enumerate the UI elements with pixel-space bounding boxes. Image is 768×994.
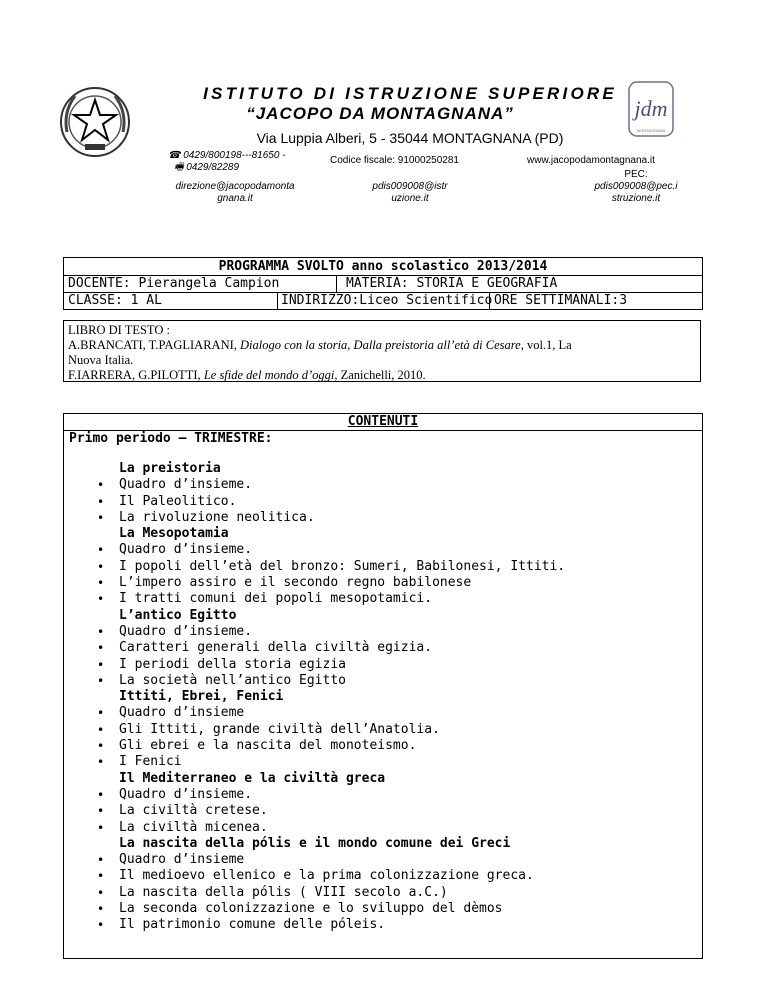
section-title: L’antico Egitto — [119, 607, 237, 623]
list-item — [64, 754, 702, 770]
list-item-text: La rivoluzione neolitica. — [119, 509, 315, 525]
list-item — [64, 917, 702, 933]
email-address[interactable] — [165, 181, 305, 205]
svg-text:jdm: jdm — [634, 96, 668, 121]
email-line-2: gnana.it — [217, 193, 253, 204]
list-item — [64, 624, 702, 640]
list-item-text: Il Paleolitico. — [119, 493, 237, 509]
contents-heading: CONTENUTI — [347, 414, 419, 429]
bullet-icon: • — [97, 592, 105, 607]
list-item-text: Quadro d’insieme. — [119, 477, 253, 493]
bullet-icon: • — [97, 869, 105, 884]
program-title: PROGRAMMA SVOLTO anno scolastico 2013/2014 — [218, 259, 548, 274]
textbook-1 — [68, 338, 696, 368]
bullet-icon: • — [97, 885, 105, 900]
bullet-icon: • — [97, 657, 105, 672]
list-item-text: Quadro d’insieme. — [119, 623, 253, 639]
list-item-text: I Fenici — [119, 754, 182, 770]
bullet-icon: • — [97, 494, 105, 509]
textbook-2-title: Le sfide del mondo d’oggi, — [203, 368, 338, 382]
bullet-icon: • — [97, 722, 105, 737]
bullet-icon: • — [97, 755, 105, 770]
list-item — [64, 542, 702, 558]
pec-istr-line-1: pdis009008@istr — [372, 181, 448, 192]
list-item — [64, 705, 702, 721]
bullet-icon: • — [97, 641, 105, 656]
textbook-1-authors: A.BRANCATI, T.PAGLIARANI, — [68, 338, 241, 352]
list-item-text: Gli Ittiti, grande civiltà dell’Anatolia. — [119, 721, 440, 737]
list-item-text: Il medioevo ellenico e la prima colonizzazione greca. — [119, 868, 534, 884]
list-item-text: Quadro d’insieme — [119, 705, 245, 721]
textbook-2 — [68, 368, 696, 383]
bullet-icon: • — [97, 559, 105, 574]
bullet-icon: • — [97, 739, 105, 754]
institute-address: Via Luppia Alberi, 5 - 35044 MONTAGNANA (PD) — [256, 130, 564, 146]
list-item-text: Quadro d’insieme. — [119, 786, 253, 802]
list-item-text: Quadro d’insieme — [119, 852, 245, 868]
list-item-text: Gli ebrei e la nascita del monoteismo. — [119, 738, 417, 754]
bullet-icon: • — [97, 673, 105, 688]
bullet-icon: • — [97, 820, 105, 835]
list-item-text: La seconda colonizzazione e lo sviluppo del dèmos — [119, 901, 503, 917]
teacher-cell: DOCENTE: Pierangela Campion — [68, 276, 280, 291]
list-item — [64, 868, 702, 884]
topics-list — [64, 461, 702, 934]
phone-line: ☎ 0429/800198---81650 - — [168, 150, 286, 161]
list-item — [64, 591, 702, 607]
textbooks-label: LIBRO DI TESTO : — [68, 323, 170, 337]
list-item — [64, 494, 702, 510]
list-item — [64, 787, 702, 803]
textbooks-box — [63, 320, 701, 382]
list-item — [64, 852, 702, 868]
fax-line: 🖷 0429/82289 — [174, 162, 240, 173]
list-item-text: Il patrimonio comune delle póleis. — [119, 917, 386, 933]
section-title: La Mesopotamia — [119, 526, 229, 542]
list-item-text: L’impero assiro e il secondo regno babilonese — [119, 575, 472, 591]
list-item-text: La civiltà micenea. — [119, 819, 268, 835]
list-item — [64, 477, 702, 493]
bullet-icon: • — [97, 804, 105, 819]
program-info-table — [63, 257, 703, 310]
list-item-text: La nascita della pólis ( VIII secolo a.C.) — [119, 884, 448, 900]
textbook-1-details: , vol.1, La — [520, 338, 572, 352]
section-title: Il Mediterraneo e la civiltà greca — [119, 770, 386, 786]
table-divider — [277, 292, 278, 309]
italian-republic-emblem — [55, 82, 135, 162]
bullet-icon: • — [97, 510, 105, 525]
list-item-text: Caratteri generali della civiltà egizia. — [119, 640, 433, 656]
bullet-icon: • — [97, 543, 105, 558]
list-item — [64, 722, 702, 738]
bullet-icon: • — [97, 624, 105, 639]
textbook-1-title: Dialogo con la storia, Dalla preistoria all’età di Cesare — [240, 338, 521, 352]
hours-cell: ORE SETTIMANALI:3 — [494, 293, 628, 308]
section-title: Ittiti, Ebrei, Fenici — [119, 689, 284, 705]
list-item — [64, 803, 702, 819]
bullet-icon: • — [97, 576, 105, 591]
list-item-text: La civiltà cretese. — [119, 803, 268, 819]
list-item — [64, 820, 702, 836]
list-item — [64, 510, 702, 526]
bullet-icon: • — [97, 706, 105, 721]
section-title: La nascita della pólis e il mondo comune dei Greci — [119, 835, 511, 851]
textbook-2-details: Zanichelli, 2010. — [337, 368, 426, 382]
svg-text:MONTAGNANA: MONTAGNANA — [636, 128, 666, 133]
institute-name: “JACOPO DA MONTAGNANA” — [246, 104, 514, 123]
textbook-2-authors: F.IARRERA, G.PILOTTI, — [68, 368, 204, 382]
phone-numbers — [168, 150, 308, 174]
bullet-icon: • — [97, 853, 105, 868]
fiscal-code: Codice fiscale: 91000250281 — [330, 155, 459, 166]
email-line-1: direzione@jacopodamonta — [175, 181, 295, 192]
contents-box — [63, 413, 703, 959]
bullet-icon: • — [97, 787, 105, 802]
subject-cell: MATERIA: STORIA E GEOGRAFIA — [346, 276, 558, 291]
pec-line-2: struzione.it — [611, 193, 661, 204]
list-item — [64, 901, 702, 917]
website-link[interactable]: www.jacopodamontagnana.it — [527, 155, 655, 166]
list-item-text: I tratti comuni dei popoli mesopotamici. — [119, 591, 433, 607]
list-item — [64, 673, 702, 689]
textbook-1-publisher: Nuova Italia. — [68, 353, 134, 367]
bullet-icon: • — [97, 902, 105, 917]
institute-title: ISTITUTO DI ISTRUZIONE SUPERIORE — [203, 84, 617, 103]
bullet-icon: • — [97, 478, 105, 493]
list-item — [64, 640, 702, 656]
list-item — [64, 885, 702, 901]
list-item — [64, 575, 702, 591]
table-divider — [489, 292, 490, 309]
section-title: La preistoria — [119, 461, 221, 476]
pec-istruzione-address[interactable] — [345, 181, 475, 205]
table-divider — [336, 275, 337, 292]
list-item-text: La società nell’antico Egitto — [119, 672, 346, 688]
list-item — [64, 738, 702, 754]
list-item-text: Quadro d’insieme. — [119, 542, 253, 558]
list-item — [64, 657, 702, 673]
bullet-icon: • — [97, 918, 105, 933]
pec-istr-line-2: uzione.it — [391, 193, 429, 204]
pec-label: PEC: — [624, 169, 648, 180]
period-title: Primo periodo – TRIMESTRE: — [69, 431, 273, 446]
list-item-text: I periodi della storia egizia — [119, 656, 346, 672]
pec-line-1: pdis009008@pec.i — [594, 181, 678, 192]
list-item-text: I popoli dell’età del bronzo: Sumeri, Babilonesi, Ittiti. — [119, 558, 566, 574]
pec-address[interactable] — [586, 169, 686, 205]
track-cell: INDIRIZZO:Liceo Scientifico — [281, 293, 493, 308]
list-item — [64, 559, 702, 575]
class-cell: CLASSE: 1 AL — [68, 293, 162, 308]
